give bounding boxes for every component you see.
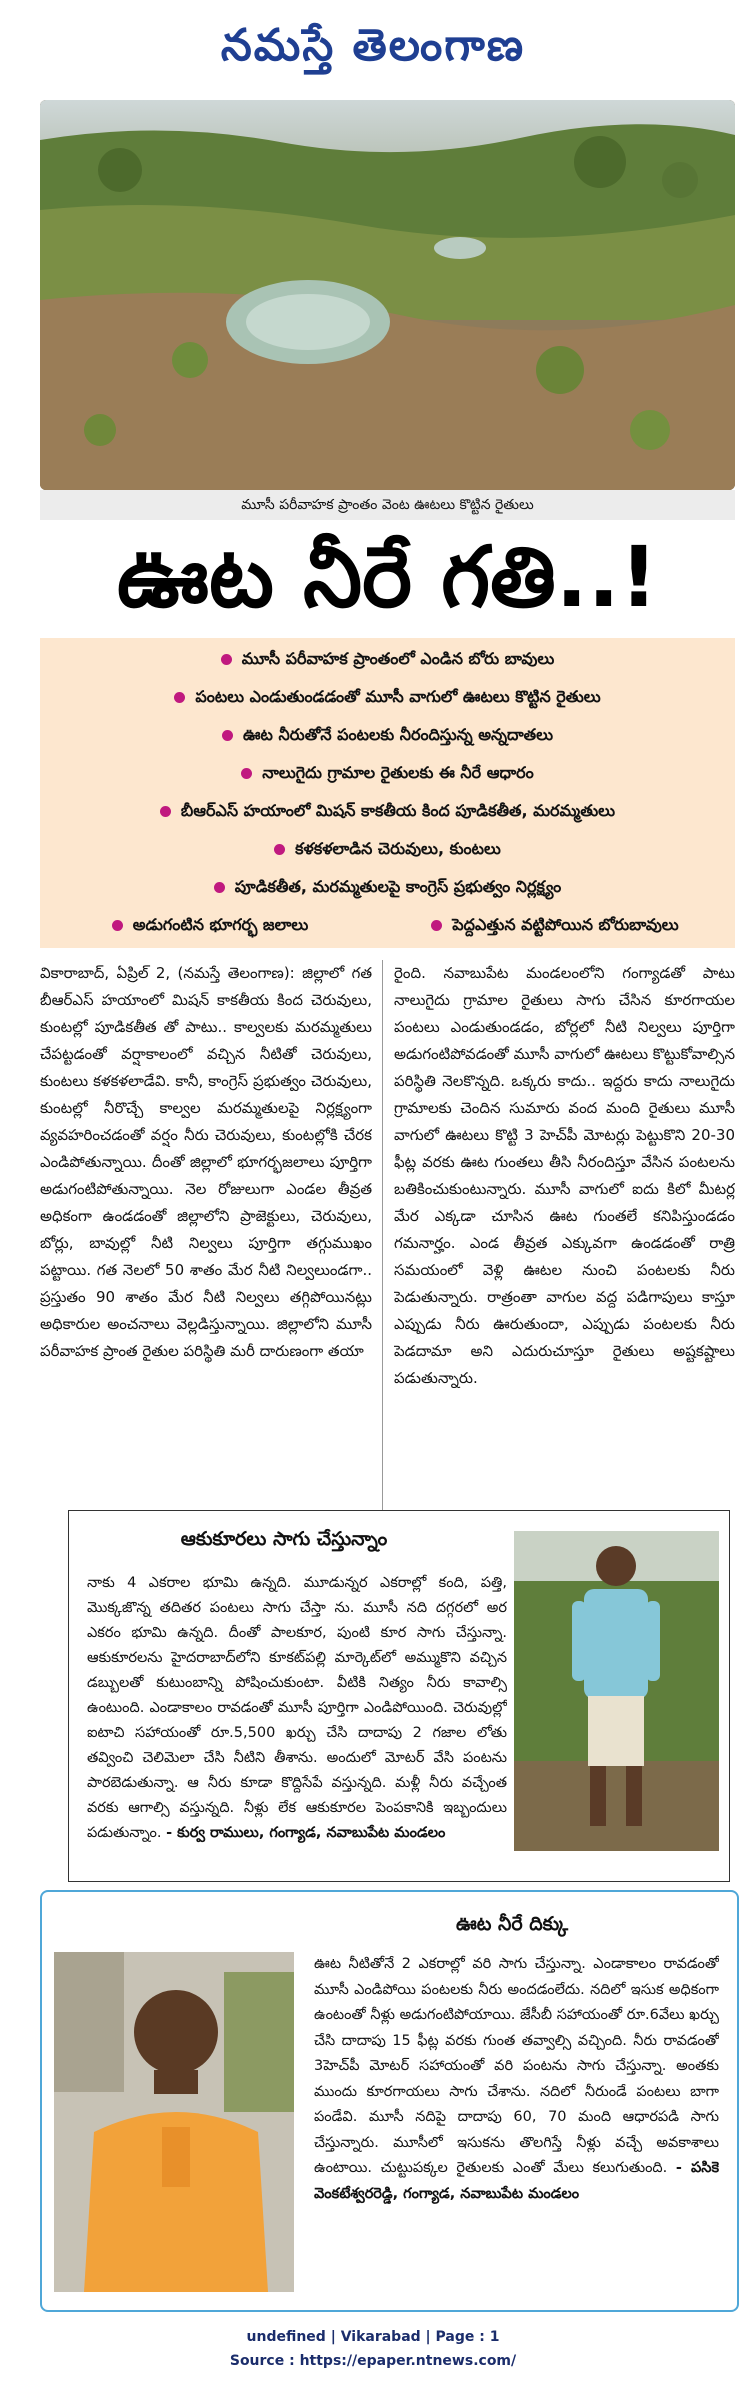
bullet-dot-icon xyxy=(274,844,285,855)
column-divider xyxy=(382,960,383,1510)
highlight-item: పూడికతీత, మరమ్మతులపై కాంగ్రెస్ ప్రభుత్వం నిర్లక్ష్యం xyxy=(40,870,735,904)
quote-signature: - పసికె వెంకటేశ్వరరెడ్డి, గంగ్యాడ, నవాబుపేట మండలం xyxy=(314,2160,719,2202)
farmer-photo-2 xyxy=(54,1952,294,2292)
highlight-item: మూసీ పరీవాహక ప్రాంతంలో ఎండిన బోరు బావులు xyxy=(40,642,735,676)
article-column-right: రైంది. నవాబుపేట మండలంలోని గంగ్యాడతో పాటు నాలుగైదు గ్రామాల రైతులు సాగు చేసిన కూరగాయల పంటలు ఎండుతుండడం, బోర్లలో నీటి నిల్వలు పూర్తిగా అడుగంటిపోవడంతో మూసీ వాగులో ఊటలు కొట్టుకోవాల్సిన పరిస్థితి నెలకొన్నది. ఒక్కరు కాదు.. ఇద్దరు కాదు నాలుగైదు గ్రామాలకు చెందిన సుమారు వంద మంది రైతులు మూసీ వాగులో ఊటలు కొట్టి 3 హెచ్‌పీ మోటర్లు పెట్టుకొని 20-30 ఫీట్ల వరకు ఊట గుంతలు తీసి నీరందిస్తూ వేసిన పంటలను బతికించుకుంటున్నారు. మూసీ వాగులో ఐదు కిలో మీటర్ల మేర ఎక్కడా చూసిన ఊట గుంతలే కనిపిస్తుండడం గమనార్హం. ఎండ తీవ్రత ఎక్కువగా ఉండడంతో రాత్రి సమయంలో వెళ్లి ఊటల నుంచి పంటలకు నీరు పెడుతున్నారు. రాత్రంతా వాగుల వద్ద పడిగాపులు కాస్తూ ఎప్పుడు నీరు ఊరుతుందా, ఎప్పుడు పంటలకు నీరు పెడదామా అని ఎదురుచూస్తూ రైతులు అష్టకష్టాలు పడుతున్నారు. xyxy=(394,964,735,1387)
farmer-quote-box-1 xyxy=(68,1510,730,1882)
farmer-portrait-photo-illustration xyxy=(54,1952,294,2292)
farmer-quote-box-2 xyxy=(40,1890,739,2312)
highlight-item: పంటలు ఎండుతుండడంతో మూసీ వాగులో ఊటలు కొట్టిన రైతులు xyxy=(40,680,735,714)
quote-title: ఊట నీరే దిక్కు xyxy=(455,1913,569,1935)
quote-body: ఊట నీటితోనే 2 ఎకరాల్లో వరి సాగు చేస్తున్నా. ఎండాకాలం రావడంతో మూసీ ఎండిపోయి పంటలకు నీరు అందడంలేదు. నదిలో ఇసుక అధికంగా ఉంటంతో నీళ్లు అడుగంటిపోయాయి. జేసీబీ సహాయంతో రూ.6వేలు ఖర్చు చేసి దాదాపు 15 ఫీట్ల వరకు గుంత తవ్వాల్సి వచ్చింది. నీరు రావడంతో 3హెచ్‌పీ మోటర్ సహాయంతో వరి పంటను సాగు చేస్తున్నా. అంతకు ముందు కూరగాయలు సాగు చేశాను. నదిలో నీరుండే పంటలు బాగా పండేవి. మూసీ నదిపై దాదాపు 60, 70 మంది ఆధారపడి సాగు చేస్తున్నారు. మూసీలో ఇసుకను తొలగిస్తే నీళ్లు వచ్చే అవకాశాలు ఉంటాయి. చుట్టుపక్కల రైతులకు ఎంతో మేలు కలుగుతుంది. - పసికె వెంకటేశ్వరరెడ్డి, గంగ్యాడ, నవాబుపేట మండలం xyxy=(314,1956,719,2202)
farmer-photo-1 xyxy=(514,1531,719,1851)
photo-caption: మూసీ పరీవాహక ప్రాంతం వెంట ఊటలు కొట్టిన రైతులు xyxy=(40,490,735,520)
footer-edition-info: undefined | Vikarabad | Page : 1 xyxy=(246,2329,500,2345)
riverbed-photo-illustration xyxy=(40,100,735,490)
bullet-dot-icon xyxy=(160,806,171,817)
footer-source-link[interactable]: Source : https://epaper.ntnews.com/ xyxy=(229,2353,517,2369)
highlight-item: కళకళలాడిన చెరువులు, కుంటలు xyxy=(40,832,735,866)
main-photo xyxy=(40,100,735,490)
highlight-item: నాలుగైదు గ్రామాల రైతులకు ఈ నీరే ఆధారం xyxy=(40,756,735,790)
quote-title: ఆకుకూరలు సాగు చేస్తున్నాం xyxy=(180,1528,388,1550)
highlight-item: పెద్దఎత్తున వట్టిపోయిన బోరుబావులు xyxy=(385,908,725,942)
bullet-dot-icon xyxy=(222,730,233,741)
bullet-dot-icon xyxy=(112,920,123,931)
newspaper-masthead: నమస్తే తెలంగాణ xyxy=(220,20,526,71)
article-column-left: వికారాబాద్, ఏప్రిల్ 2, (నమస్తే తెలంగాణ): జిల్లాలో గత బీఆర్ఎస్ హయాంలో మిషన్ కాకతీయ కింద చెరువులు, కుంటల్లో పూడికతీత తో పాటు.. కాల్వలకు మరమ్మతులు చేపట్టడంతో వర్షాకాలంలో వచ్చిన నీటితో చెరువులు, కుంటలు కళకళలాడేవి. కానీ, కాంగ్రెస్ ప్రభుత్వం చెరువులు, కుంటల్లో నీరొచ్చే కాల్వల మరమ్మతులపై నిర్లక్ష్యంగా వ్యవహరించడంతో వర్షం నీరు చెరువులు, కుంటల్లోకి చేరక ఎండిపోతున్నాయి. దీంతో జిల్లాలో భూగర్భజలాలు పూర్తిగా అడుగంటిపోతున్నాయి. నెల రోజులుగా ఎండల తీవ్రత అధికంగా ఉండడంతో జిల్లాలోని ప్రాజెక్టులు, చెరువులు, బోర్లు, బావుల్లో నీటి నిల్వలు పూర్తిగా తగ్గుముఖం పట్టాయి. గత నెలలో 50 శాతం మేర నీటి నిల్వలుండగా.. ప్రస్తుతం 90 శాతం మేర నీటి నిల్వలు తగ్గిపోయినట్లు అధికారుల అంచనాలు వెల్లడిస్తున్నాయి. జిల్లాలోని మూసీ పరీవాహక ప్రాంత రైతుల పరిస్థితి మరీ దారుణంగా తయా xyxy=(40,964,372,1360)
highlight-item: అడుగంటిన భూగర్భ జలాలు xyxy=(40,908,380,942)
highlight-item: బీఆర్ఎస్ హయాంలో మిషన్ కాకతీయ కింద పూడికతీత, మరమ్మతులు xyxy=(40,794,735,828)
quote-signature: - కుర్వ రాములు, గంగ్యాడ, నవాబుపేట మండలం xyxy=(166,1825,446,1841)
highlights-box xyxy=(40,638,735,948)
headline: ఊట నీరే గతి..! xyxy=(117,528,658,626)
quote-body: నాకు 4 ఎకరాల భూమి ఉన్నది. మూడున్నర ఎకరాల్లో కంది, పత్తి, మొక్కజొన్న తదితర పంటలు సాగు చేస్తా ను. మూసీ నది దగ్గరలో అర ఎకరం భూమి ఉన్నది. దీంతో పాలకూర, పుంటి కూర సాగు చేస్తున్నా. ఆకుకూరలను హైదరాబాద్‌లోని కూకట్‌పల్లి మార్కెట్‌లో అమ్ముకొని వచ్చిన డబ్బులతో కుటుంబాన్ని పోషించుకుంటా. వీటికి నిత్యం నీరు కావాల్సి ఉంటుంది. ఎండాకాలం రావడంతో మూసీ పూర్తిగా ఎండిపోయింది. చెరువుల్లో ఐటాచి సహాయంతో రూ.5,500 ఖర్చు చేసి దాదాపు 2 గజాల లోతు తవ్వించి చెలిమెలా చేసి నీటిని తీశాను. అందులో మోటర్ వేసి పంటను పారబెడుతున్నా. ఆ నీరు కూడా కొద్దిసేపే వస్తున్నది. మళ్లీ నీరు వచ్చేంత వరకు ఆగాల్సి వస్తున్నది. నీళ్లు లేక ఆకుకూరల పెంపకానికి ఇబ్బందులు పడుతున్నాం. - కుర్వ రాములు, గంగ్యాడ, నవాబుపేట మండలం xyxy=(87,1575,507,1841)
highlight-item: ఊట నీరుతోనే పంటలకు నీరందిస్తున్న అన్నదాతలు xyxy=(40,718,735,752)
bullet-dot-icon xyxy=(221,654,232,665)
bullet-dot-icon xyxy=(431,920,442,931)
bullet-dot-icon xyxy=(174,692,185,703)
bullet-dot-icon xyxy=(214,882,225,893)
bullet-dot-icon xyxy=(241,768,252,779)
farmer-standing-photo-illustration xyxy=(514,1531,719,1851)
